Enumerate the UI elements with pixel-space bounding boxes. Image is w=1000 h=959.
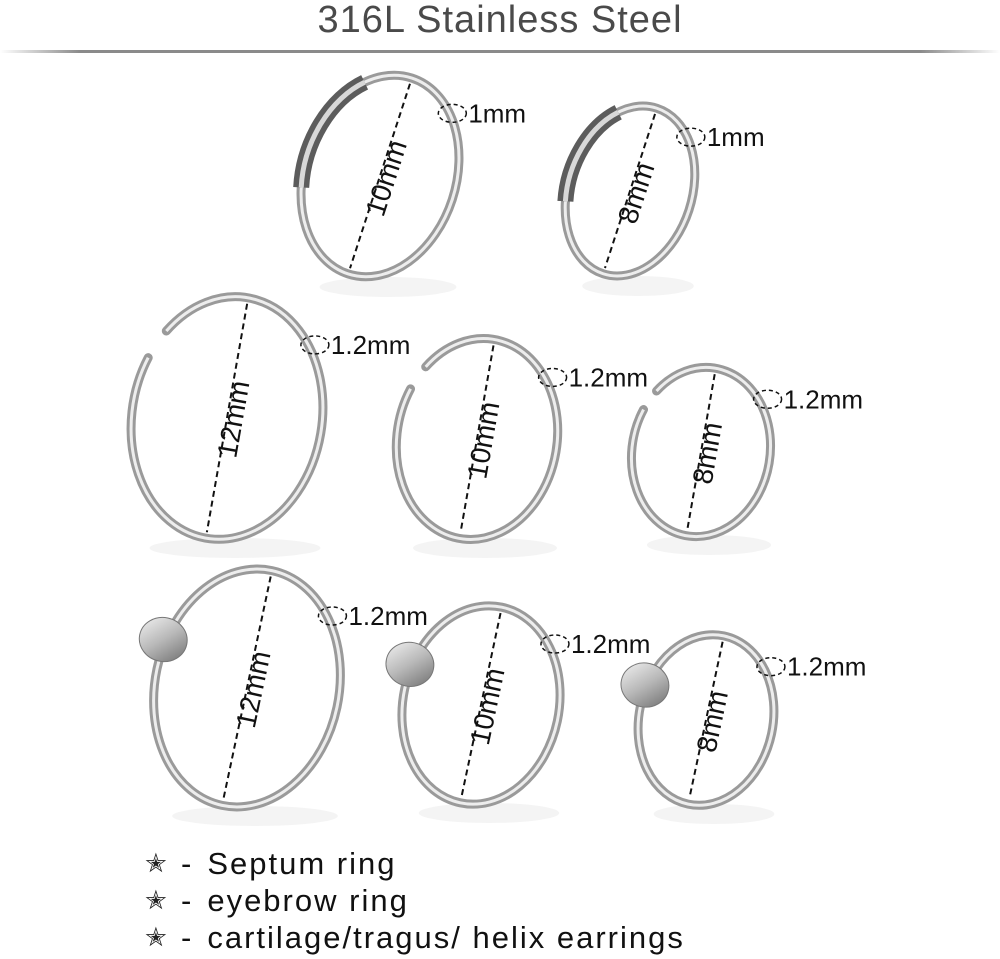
- gauge-label: 1.2mm: [570, 629, 651, 659]
- note-septum: ✭ - Septum ring: [145, 845, 397, 881]
- diameter-label: 10mm: [359, 136, 413, 220]
- star-icon: ✭: [145, 922, 169, 952]
- ring-seamless: [544, 89, 716, 293]
- diameter-label: 12mm: [211, 378, 256, 461]
- ring-shadow: [320, 277, 457, 297]
- diameter-label: 10mm: [461, 399, 506, 482]
- diameter-label: 8mm: [611, 158, 661, 228]
- ring-shadow: [582, 276, 694, 296]
- ring-open: [112, 281, 341, 554]
- gauge-label: 1.2mm: [348, 601, 428, 631]
- ring-ball: [109, 547, 362, 825]
- usage-notes: [145, 845, 685, 956]
- ring-ball: [135, 613, 191, 666]
- star-icon: ✭: [145, 885, 169, 915]
- ring-seamless: [276, 55, 484, 298]
- note-eyebrow: ✭ - eyebrow ring: [145, 882, 409, 918]
- gauge-label: 1.2mm: [786, 651, 867, 682]
- gauge-label: 1.2mm: [568, 362, 649, 393]
- page-title: 316L Stainless Steel: [317, 0, 683, 41]
- star-icon: ✭: [145, 848, 169, 878]
- gauge-label: 1.2mm: [330, 329, 411, 360]
- note-text: Septum ring: [207, 845, 397, 881]
- ring-ball: [382, 638, 438, 691]
- diameter-label: 8mm: [690, 687, 734, 756]
- note-cartilage: ✭ - cartilage/tragus/ helix earrings: [145, 919, 685, 955]
- diameter-label: 12mm: [230, 648, 277, 731]
- diameter-label: 8mm: [686, 419, 729, 487]
- diameter-label: 10mm: [464, 665, 511, 748]
- note-text: eyebrow ring: [207, 882, 409, 918]
- gauge-label: 1mm: [706, 122, 765, 153]
- gauge-label: 1mm: [468, 98, 527, 129]
- gauge-label: 1.2mm: [783, 384, 864, 415]
- ring-ball: [617, 659, 673, 712]
- note-text: cartilage/tragus/ helix earrings: [207, 919, 685, 955]
